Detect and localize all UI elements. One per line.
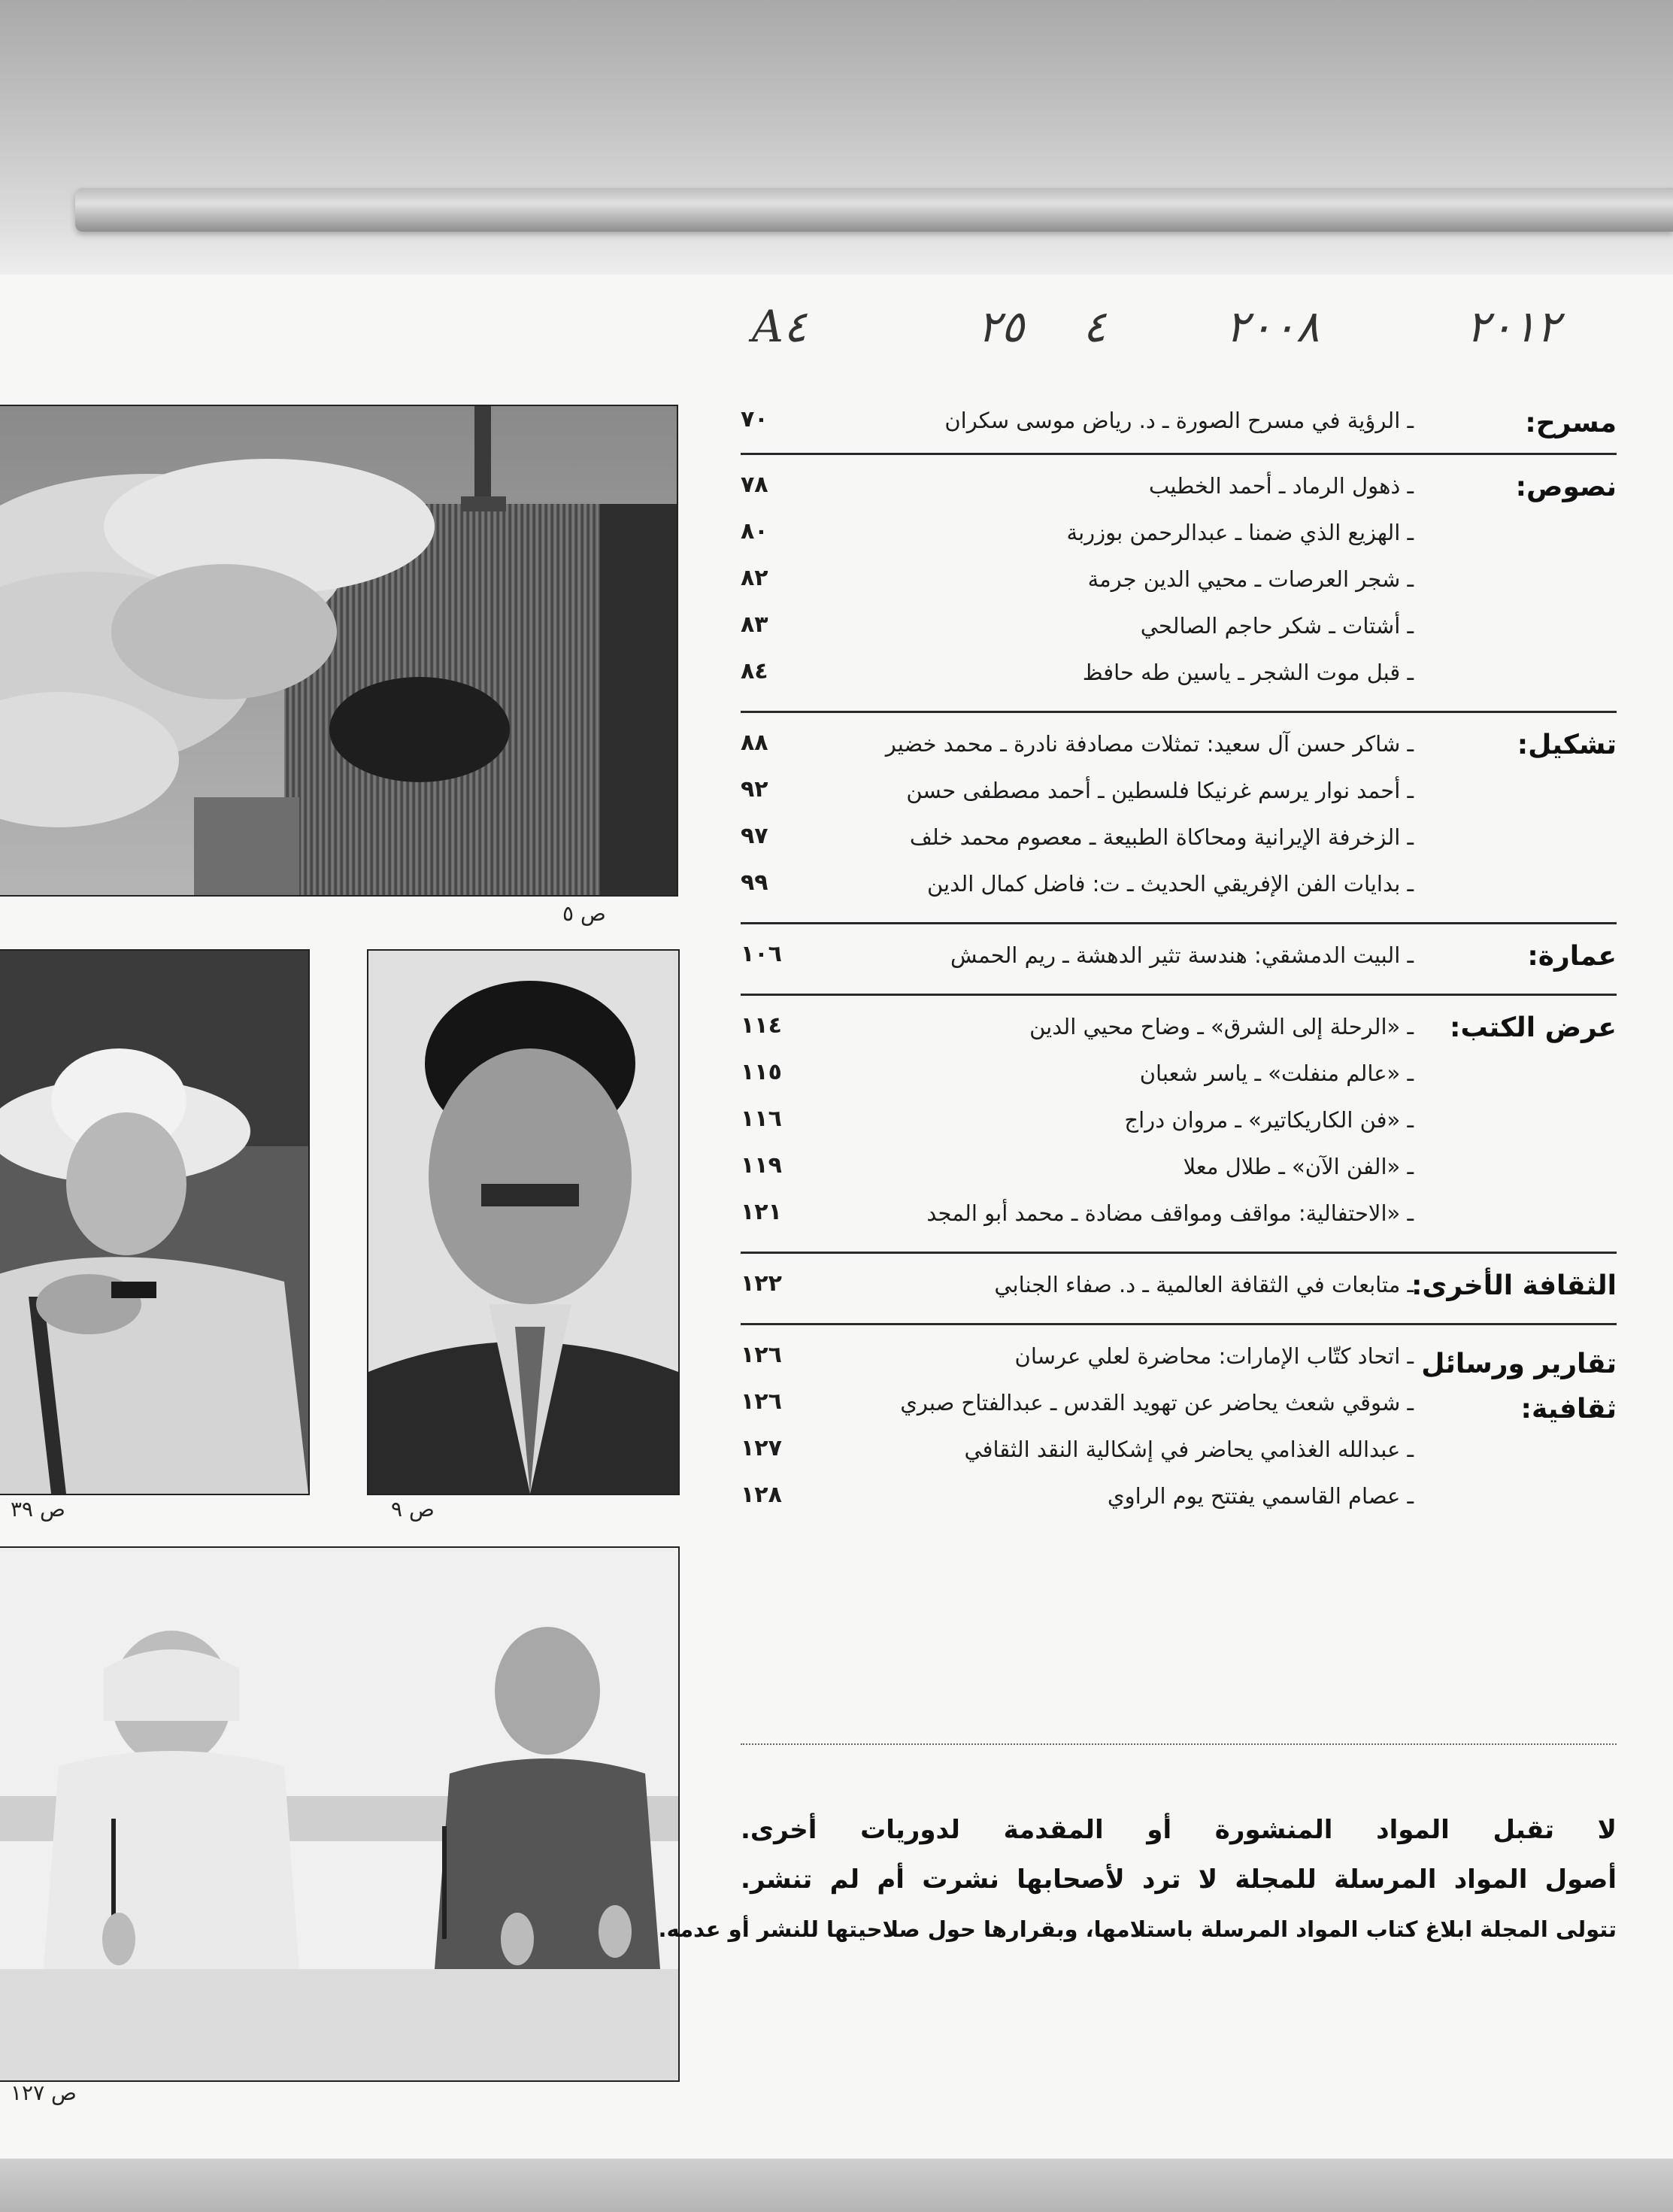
editorial-notice — [658, 1805, 1617, 1954]
toc-section-title: نصوص: — [1515, 472, 1617, 502]
toc-entry[interactable] — [741, 1143, 1617, 1190]
toc-entry[interactable] — [741, 602, 1617, 649]
toc-entry[interactable] — [741, 1426, 1617, 1473]
panel-conference-image — [0, 1548, 678, 2080]
toc-section-title: الثقافة الأخرى: — [1411, 1270, 1617, 1301]
top-gray-band — [0, 0, 1673, 275]
toc-entry-page: ٩٧ — [741, 823, 768, 849]
man-in-hat-photo — [0, 949, 310, 1495]
toc-entry-page: ١٠٦ — [741, 941, 782, 967]
toc-entry[interactable] — [741, 1190, 1617, 1236]
toc-entry-text: ـ أحمد نوار يرسم غرنيكا فلسطين ـ أحمد مصطفى حسن — [906, 778, 1414, 803]
handwritten-mark: A٤ — [752, 301, 808, 352]
toc-section-visual-arts — [741, 711, 1617, 907]
toc-entry[interactable] — [741, 1379, 1617, 1426]
toc-section-title: تشكيل: — [1517, 730, 1617, 760]
toc-section-title: عرض الكتب: — [1450, 1012, 1617, 1043]
toc-entry-page: ٨٣ — [741, 611, 768, 638]
toc-section-title: مسرح: — [1525, 408, 1617, 438]
toc-entry[interactable] — [741, 509, 1617, 556]
toc-entry-text: ـ عبدالله الغذامي يحاضر في إشكالية النقد الثقافي — [964, 1437, 1414, 1462]
toc-entry[interactable] — [741, 932, 1617, 979]
toc-entry-page: ١٢١ — [741, 1199, 782, 1225]
toc-entry[interactable] — [741, 649, 1617, 696]
toc-entry-text: ـ الهزيع الذي ضمنا ـ عبدالرحمن بوزربة — [1066, 520, 1414, 545]
toc-entry[interactable] — [741, 1003, 1617, 1050]
bottom-gray-band — [0, 2159, 1673, 2212]
photo-caption: ص ٥ — [562, 901, 606, 926]
toc-entry-text: ـ الرؤية في مسرح الصورة ـ د. رياض موسى سكران — [944, 408, 1414, 433]
toc-entry-text: ـ «فن الكاريكاتير» ـ مروان دراج — [1124, 1107, 1414, 1133]
toc-entry[interactable] — [741, 814, 1617, 860]
toc-entry[interactable] — [741, 397, 1617, 444]
tower-smoke-image — [0, 406, 677, 895]
toc-entry-page: ٨٨ — [741, 730, 768, 756]
toc-entry[interactable] — [741, 1097, 1617, 1143]
toc-entry[interactable] — [741, 1473, 1617, 1519]
toc-entry[interactable] — [741, 1333, 1617, 1379]
toc-entry-page: ١١٥ — [741, 1059, 782, 1085]
toc-entry[interactable] — [741, 463, 1617, 509]
toc-entry-page: ٨٢ — [741, 565, 768, 591]
handwritten-mark: ٤ — [1083, 301, 1107, 352]
man-in-suit-photo — [367, 949, 680, 1495]
toc-entry[interactable] — [741, 556, 1617, 602]
notice-line: لا تقبل المواد المنشورة أو المقدمة لدوريات أخرى. — [741, 1815, 1617, 1845]
toc-section-reports — [741, 1323, 1617, 1519]
toc-entry[interactable] — [741, 1261, 1617, 1308]
toc-entry-page: ١٢٦ — [741, 1342, 782, 1368]
toc-entry-text: ـ «الفن الآن» ـ طلال معلا — [1183, 1154, 1414, 1179]
toc-entry-page: ٨٤ — [741, 658, 768, 684]
toc-entry-page: ٩٢ — [741, 776, 768, 803]
man-in-suit-image — [368, 951, 678, 1494]
handwritten-note — [752, 301, 1579, 361]
toc-entry-page: ٨٠ — [741, 518, 768, 545]
toc-entry[interactable] — [741, 860, 1617, 907]
toc-entry[interactable] — [741, 767, 1617, 814]
toc-entry-page: ١٢٦ — [741, 1388, 782, 1415]
photo-caption: ص ٣٩ — [11, 1497, 65, 1522]
toc-section-book-reviews — [741, 994, 1617, 1236]
toc-section-texts — [741, 453, 1617, 696]
toc-entry-page: ٧٠ — [741, 406, 768, 432]
toc-entry[interactable] — [741, 721, 1617, 767]
toc-entry-text: ـ بدايات الفن الإفريقي الحديث ـ ت: فاضل كمال الدين — [926, 871, 1414, 897]
toc-entry-text: ـ شجر العرصات ـ محيي الدين جرمة — [1087, 566, 1414, 592]
toc-entry-text: ـ «عالم منفلت» ـ ياسر شعبان — [1139, 1060, 1414, 1086]
top-decorative-bar — [75, 188, 1673, 232]
dotted-divider — [741, 1743, 1617, 1745]
toc-entry-page: ١٢٢ — [741, 1270, 782, 1297]
toc-entry-text: ـ شوقي شعث يحاضر عن تهويد القدس ـ عبدالفتاح صبري — [900, 1390, 1414, 1415]
toc-entry-text: ـ ذهول الرماد ـ أحمد الخطيب — [1148, 473, 1414, 499]
handwritten-mark: ٢٥ — [977, 301, 1025, 352]
panel-conference-photo — [0, 1546, 680, 2082]
photo-caption: ص ١٢٧ — [11, 2080, 77, 2105]
photo-caption: ص ٩ — [391, 1497, 435, 1522]
notice-line: أصول المواد المرسلة للمجلة لا ترد لأصحابها نشرت أم لم تنشر. — [741, 1865, 1617, 1895]
toc-section-other-culture — [741, 1252, 1617, 1308]
toc-entry-page: ٩٩ — [741, 869, 768, 896]
toc-entry-text: ـ متابعات في الثقافة العالمية ـ د. صفاء الجنابي — [994, 1272, 1414, 1297]
toc-entry-text: ـ الزخرفة الإيرانية ومحاكاة الطبيعة ـ معصوم محمد خلف — [909, 824, 1414, 850]
toc-entry-text: ـ «الرحلة إلى الشرق» ـ وضاح محيي الدين — [1029, 1014, 1414, 1039]
toc-entry-text: ـ اتحاد كتّاب الإمارات: محاضرة لعلي عرسان — [1014, 1343, 1414, 1369]
toc-entry-page: ١١٤ — [741, 1012, 782, 1039]
tower-smoke-photo — [0, 405, 678, 897]
toc-entry-text: ـ شاكر حسن آل سعيد: تمثلات مصادفة نادرة ـ محمد خضير — [885, 731, 1414, 757]
toc-entry-text: ـ «الاحتفالية: مواقف ومواقف مضادة ـ محمد أبو المجد — [926, 1200, 1414, 1226]
toc-entry[interactable] — [741, 1050, 1617, 1097]
notice-line: تتولى المجلة ابلاغ كتاب المواد المرسلة باستلامها، وبقرارها حول صلاحيتها للنشر أو عدمه. — [658, 1916, 1617, 1942]
handwritten-mark: ٢٠١٢ — [1466, 301, 1560, 352]
toc-section-theatre — [741, 397, 1617, 444]
toc-entry-page: ٧٨ — [741, 472, 768, 498]
toc-section-title: عمارة: — [1527, 941, 1617, 972]
toc-entry-page: ١٢٧ — [741, 1435, 782, 1461]
toc-entry-page: ١١٦ — [741, 1106, 782, 1132]
toc-entry-text: ـ أشتات ـ شكر حاجم الصالحي — [1140, 613, 1414, 639]
toc-entry-text: ـ قبل موت الشجر ـ ياسين طه حافظ — [1082, 660, 1414, 685]
toc-entry-text: ـ البيت الدمشقي: هندسة تثير الدهشة ـ ريم الحمش — [950, 942, 1414, 968]
man-in-hat-image — [0, 951, 308, 1494]
toc-entry-text: ـ عصام القاسمي يفتتح يوم الراوي — [1107, 1483, 1414, 1509]
toc-entry-page: ١١٩ — [741, 1152, 782, 1179]
table-of-contents — [741, 397, 1617, 1519]
toc-entry-page: ١٢٨ — [741, 1482, 782, 1508]
toc-section-architecture — [741, 922, 1617, 979]
toc-section-title: تقارير ورسائل ثقافية: — [1421, 1349, 1617, 1425]
handwritten-mark: ٢٠٠٨ — [1226, 301, 1320, 352]
